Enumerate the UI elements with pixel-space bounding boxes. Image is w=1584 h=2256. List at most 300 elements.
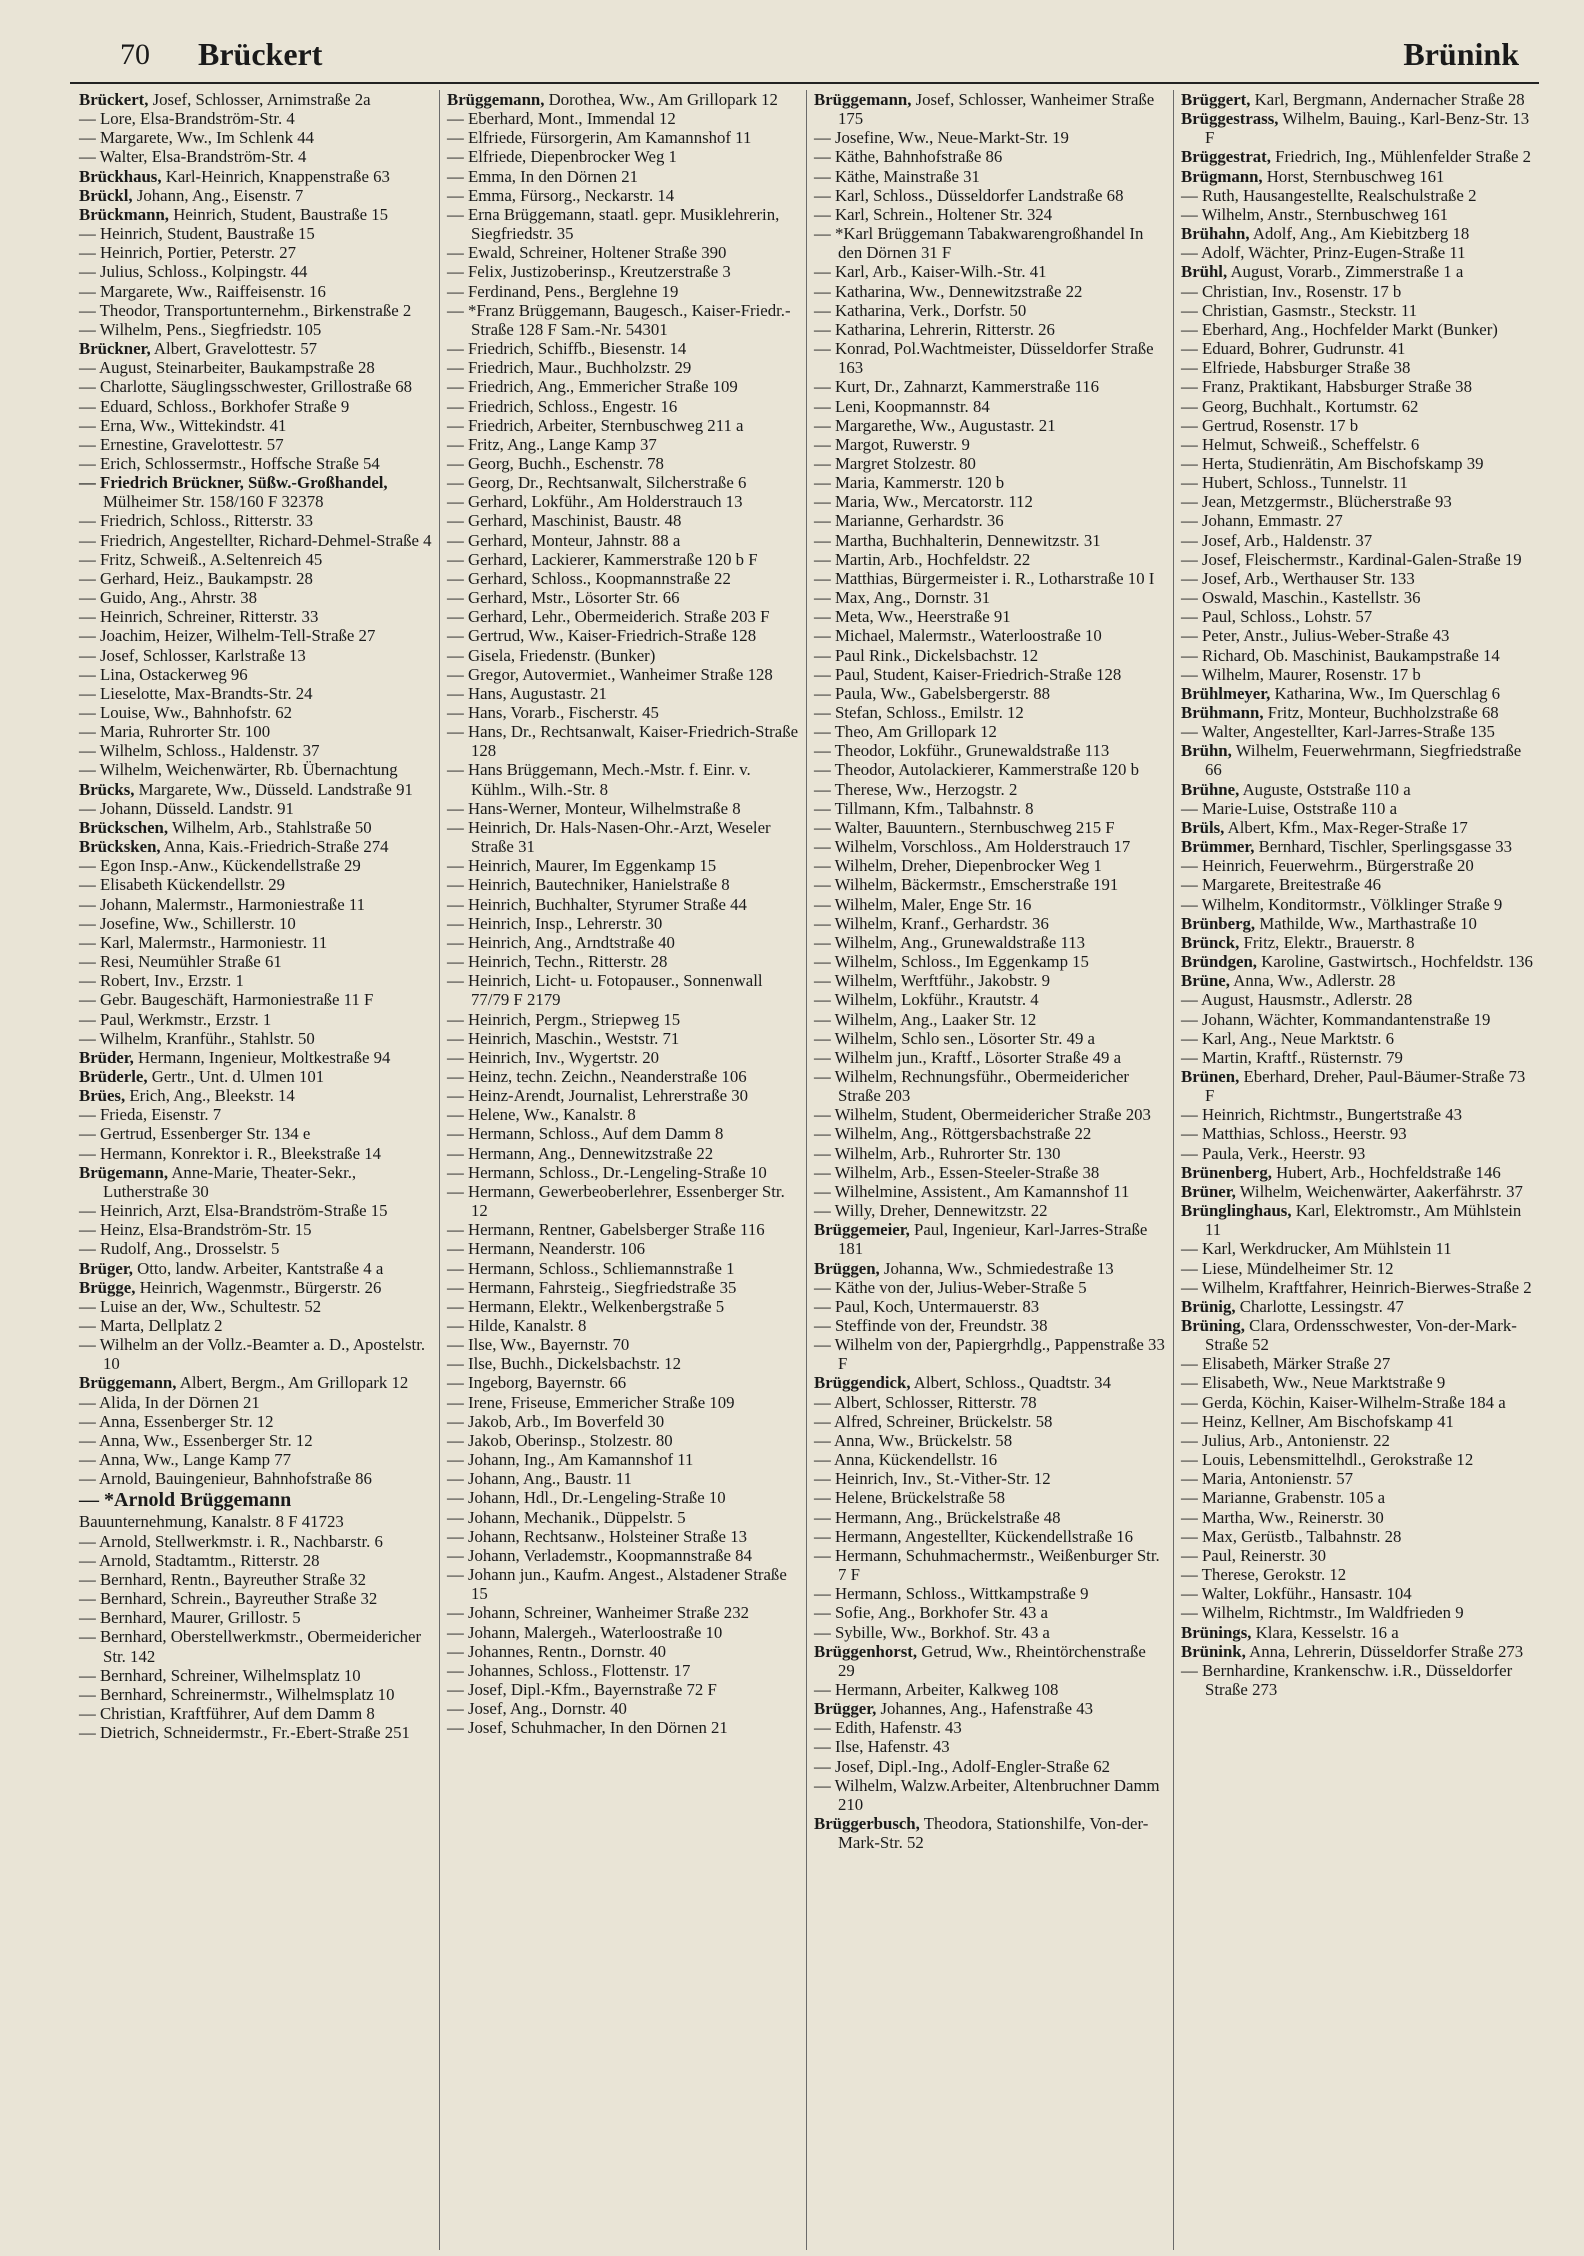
directory-entry bbox=[1181, 1488, 1533, 1507]
directory-entry bbox=[814, 1029, 1166, 1048]
directory-entry bbox=[79, 990, 432, 1009]
entry-text: — Heinz, Elsa-Brandström-Str. 15 bbox=[79, 1220, 312, 1240]
directory-entry bbox=[814, 550, 1166, 569]
entry-text: — Sofie, Ang., Borkhofer Str. 43 a bbox=[814, 1603, 1048, 1623]
entry-heading: Brüggemeier, bbox=[814, 1220, 910, 1240]
entry-text: — Erna Brüggemann, staatl. gepr. Musiklehrerin, Siegfriedstr. 35 bbox=[447, 204, 780, 244]
directory-entry bbox=[447, 397, 799, 416]
directory-entry bbox=[814, 971, 1166, 990]
directory-entry bbox=[447, 1699, 799, 1718]
entry-text: — Marianne, Grabenstr. 105 a bbox=[1181, 1488, 1386, 1508]
directory-entry bbox=[1181, 1354, 1533, 1373]
directory-entry bbox=[79, 1431, 432, 1450]
surname-entry bbox=[1181, 109, 1533, 147]
entry-text: — Johannes, Schloss., Flottenstr. 17 bbox=[447, 1660, 691, 1680]
directory-entry bbox=[447, 1220, 799, 1239]
surname-entry bbox=[1181, 1297, 1533, 1316]
directory-column-3 bbox=[806, 90, 1173, 2250]
directory-entry bbox=[447, 550, 799, 569]
directory-entry bbox=[79, 703, 432, 722]
directory-entry bbox=[447, 1239, 799, 1258]
entry-text: — Gerhard, Lackierer, Kammerstraße 120 b F bbox=[447, 549, 758, 569]
directory-entry bbox=[79, 128, 432, 147]
surname-entry bbox=[1181, 971, 1533, 990]
directory-entry bbox=[814, 626, 1166, 645]
entry-heading: Brümmer, bbox=[1181, 837, 1255, 857]
entry-text: — August, Steinarbeiter, Baukampstraße 28 bbox=[79, 358, 375, 378]
entry-heading: Brünck, bbox=[1181, 932, 1240, 952]
entry-text: — Wilhelm, Schloss., Haldenstr. 37 bbox=[79, 741, 320, 761]
directory-entry bbox=[814, 1010, 1166, 1029]
entry-text: — Maria, Ruhrorter Str. 100 bbox=[79, 722, 271, 742]
directory-entry bbox=[79, 1532, 432, 1551]
directory-entry bbox=[1181, 569, 1533, 588]
last-entry-keyword: Brünink bbox=[1403, 36, 1519, 72]
entry-text: Margarete, Ww., Düsseld. Landstraße 91 bbox=[134, 779, 413, 799]
directory-entry bbox=[447, 511, 799, 530]
entry-text: — Georg, Dr., Rechtsanwalt, Silcherstraße 6 bbox=[447, 473, 747, 493]
entry-text: — Wilhelm, Dreher, Diepenbrocker Weg 1 bbox=[814, 856, 1102, 876]
entry-text: — Martha, Buchhalterin, Dennewitzstr. 31 bbox=[814, 530, 1101, 550]
entry-heading: Brückhaus, bbox=[79, 166, 162, 186]
entry-text: — Bernhardine, Krankenschw. i.R., Düsseldorfer Straße 273 bbox=[1181, 1660, 1513, 1699]
entry-heading: Brüggestrass, bbox=[1181, 109, 1279, 129]
entry-heading: Brückl, bbox=[79, 185, 133, 205]
entry-text: — Elfriede, Diepenbrocker Weg 1 bbox=[447, 147, 677, 167]
entry-text: — Egon Insp.-Anw., Kückendellstraße 29 bbox=[79, 856, 361, 876]
directory-entry bbox=[447, 875, 799, 894]
directory-entry bbox=[79, 646, 432, 665]
directory-entry bbox=[447, 1603, 799, 1622]
entry-text: — Julius, Arb., Antonienstr. 22 bbox=[1181, 1430, 1390, 1450]
entry-heading: Brüne, bbox=[1181, 971, 1230, 991]
entry-text: — Heinrich, Inv., St.-Vither-Str. 12 bbox=[814, 1469, 1051, 1489]
entry-text: — Anna, Ww., Lange Kamp 77 bbox=[79, 1450, 292, 1470]
entry-heading: Brüggemann, bbox=[79, 1373, 177, 1393]
directory-entry bbox=[79, 875, 432, 894]
entry-text: Katharina, Ww., Im Querschlag 6 bbox=[1270, 683, 1501, 703]
entry-text: — Eduard, Bohrer, Gudrunstr. 41 bbox=[1181, 339, 1406, 359]
entry-text: Johanna, Ww., Schmiedestraße 13 bbox=[879, 1258, 1114, 1278]
directory-entry bbox=[1181, 1105, 1533, 1124]
directory-entry bbox=[447, 626, 799, 645]
entry-heading: Brühl, bbox=[1181, 262, 1228, 282]
surname-entry bbox=[1181, 703, 1533, 722]
directory-entry bbox=[447, 1661, 799, 1680]
entry-text: — Heinrich, Bautechniker, Hanielstraße 8 bbox=[447, 875, 730, 895]
entry-text: — Maria, Kammerstr. 120 b bbox=[814, 473, 1005, 493]
entry-text: — Gebr. Baugeschäft, Harmoniestraße 11 F bbox=[79, 990, 374, 1010]
entry-text: — Paul, Student, Kaiser-Friedrich-Straße 128 bbox=[814, 664, 1122, 684]
directory-entry bbox=[1181, 1278, 1533, 1297]
directory-entry bbox=[447, 473, 799, 492]
entry-text: — Heinz, Kellner, Am Bischofskamp 41 bbox=[1181, 1411, 1454, 1431]
entry-text: Bauunternehmung, Kanalstr. 8 F 41723 bbox=[79, 1512, 344, 1532]
entry-text: — Friedrich, Maur., Buchholzstr. 29 bbox=[447, 358, 692, 378]
directory-entry bbox=[814, 301, 1166, 320]
directory-entry bbox=[814, 339, 1166, 377]
surname-entry bbox=[79, 1373, 432, 1392]
entry-text: Gertr., Unt. d. Ulmen 101 bbox=[147, 1066, 325, 1086]
directory-entry bbox=[79, 722, 432, 741]
directory-entry bbox=[1181, 397, 1533, 416]
first-entry-keyword: Brückert bbox=[198, 36, 323, 72]
entry-text: — Gertrud, Rosenstr. 17 b bbox=[1181, 415, 1359, 435]
directory-entry bbox=[814, 531, 1166, 550]
entry-text: — Wilhelm, Richtmstr., Im Waldfrieden 9 bbox=[1181, 1603, 1464, 1623]
directory-entry bbox=[814, 1124, 1166, 1143]
directory-entry bbox=[447, 1105, 799, 1124]
entry-text: — Wilhelm, Pens., Siegfriedstr. 105 bbox=[79, 319, 322, 339]
surname-entry bbox=[814, 90, 1166, 128]
directory-entry bbox=[79, 684, 432, 703]
directory-entry bbox=[814, 607, 1166, 626]
entry-text: — Helene, Ww., Kanalstr. 8 bbox=[447, 1105, 636, 1125]
directory-entry bbox=[814, 665, 1166, 684]
entry-text: — Heinrich, Maschin., Weststr. 71 bbox=[447, 1028, 680, 1048]
entry-text: — Alfred, Schreiner, Brückelstr. 58 bbox=[814, 1411, 1053, 1431]
surname-entry bbox=[1181, 1201, 1533, 1239]
directory-entry bbox=[1181, 1010, 1533, 1029]
entry-text: — Helmut, Schweiß., Scheffelstr. 6 bbox=[1181, 434, 1420, 454]
entry-text: — Paul, Koch, Untermauerstr. 83 bbox=[814, 1296, 1040, 1316]
entry-text: — Margarete, Ww., Im Schlenk 44 bbox=[79, 128, 315, 148]
entry-text: — Anna, Kückendellstr. 16 bbox=[814, 1450, 998, 1470]
surname-entry bbox=[79, 205, 432, 224]
entry-heading: Brückner, bbox=[79, 339, 151, 359]
directory-entry bbox=[447, 818, 799, 856]
directory-entry bbox=[447, 971, 799, 1009]
entry-text: — Arnold, Bauingenieur, Bahnhofstraße 86 bbox=[79, 1469, 372, 1489]
directory-entry bbox=[814, 1623, 1166, 1642]
directory-entry bbox=[79, 1105, 432, 1124]
entry-text: — Josef, Fleischermstr., Kardinal-Galen-Straße 19 bbox=[1181, 549, 1522, 569]
entry-text: Theodora, Stationshilfe, Von-der-Mark-Str. 52 bbox=[838, 1814, 1149, 1853]
entry-heading: Brügge, bbox=[79, 1277, 136, 1297]
entry-text: — Gerhard, Monteur, Jahnstr. 88 a bbox=[447, 530, 681, 550]
surname-entry bbox=[79, 90, 432, 109]
directory-entry bbox=[79, 1469, 432, 1488]
directory-entry bbox=[1181, 282, 1533, 301]
entry-text: Anna, Lehrerin, Düsseldorfer Straße 273 bbox=[1245, 1641, 1524, 1661]
directory-entry bbox=[79, 435, 432, 454]
directory-entry bbox=[447, 1373, 799, 1392]
directory-entry bbox=[814, 1297, 1166, 1316]
directory-entry bbox=[1181, 1412, 1533, 1431]
directory-entry bbox=[79, 550, 432, 569]
directory-column-2 bbox=[439, 90, 806, 2250]
directory-entry bbox=[1181, 856, 1533, 875]
entry-heading: Brüder, bbox=[79, 1047, 134, 1067]
directory-entry bbox=[79, 531, 432, 550]
directory-entry bbox=[814, 856, 1166, 875]
entry-text: Wilhelm, Feuerwehrmann, Siegfriedstraße 66 bbox=[1205, 741, 1522, 780]
entry-text: — Julius, Schloss., Kolpingstr. 44 bbox=[79, 262, 308, 282]
entry-text: — Elisabeth, Ww., Neue Marktstraße 9 bbox=[1181, 1373, 1446, 1393]
directory-entry bbox=[1181, 895, 1533, 914]
entry-text: — Johann, Düsseld. Landstr. 91 bbox=[79, 798, 294, 818]
surname-entry bbox=[1181, 1316, 1533, 1354]
directory-entry bbox=[1181, 1029, 1533, 1048]
directory-entry bbox=[814, 1450, 1166, 1469]
directory-entry bbox=[447, 1412, 799, 1431]
directory-entry bbox=[447, 282, 799, 301]
directory-entry bbox=[79, 1723, 432, 1742]
entry-text: — Hans, Dr., Rechtsanwalt, Kaiser-Friedrich-Straße 128 bbox=[447, 722, 799, 761]
entry-text: — Wilhelm, Rechnungsführ., Obermeidericher Straße 203 bbox=[814, 1066, 1129, 1106]
entry-text: — Wilhelm, Maurer, Rosenstr. 17 b bbox=[1181, 664, 1421, 684]
surname-entry bbox=[79, 1488, 432, 1512]
entry-text: — Josef, Arb., Haldenstr. 37 bbox=[1181, 530, 1373, 550]
entry-text: Horst, Sternbuschweg 161 bbox=[1262, 166, 1445, 186]
directory-entry bbox=[1181, 435, 1533, 454]
surname-entry bbox=[814, 1814, 1166, 1852]
entry-text: — Irene, Friseuse, Emmericher Straße 109 bbox=[447, 1392, 735, 1412]
entry-text: — Christian, Kraftführer, Auf dem Damm 8 bbox=[79, 1703, 375, 1723]
entry-heading: Bründgen, bbox=[1181, 952, 1258, 972]
directory-entry bbox=[447, 1393, 799, 1412]
surname-entry bbox=[1181, 1182, 1533, 1201]
entry-heading: Brüger, bbox=[79, 1258, 133, 1278]
entry-heading: Brüls, bbox=[1181, 817, 1225, 837]
entry-text: Karl, Elektromstr., Am Mühlstein 11 bbox=[1205, 1201, 1522, 1240]
directory-entry bbox=[1181, 1259, 1533, 1278]
directory-entry bbox=[814, 952, 1166, 971]
directory-entry bbox=[447, 416, 799, 435]
surname-entry bbox=[814, 1373, 1166, 1392]
directory-entry bbox=[447, 1124, 799, 1143]
entry-text: — Oswald, Maschin., Kastellstr. 36 bbox=[1181, 588, 1421, 608]
directory-entry bbox=[1181, 301, 1533, 320]
entry-text: — Ewald, Schreiner, Holtener Straße 390 bbox=[447, 243, 727, 263]
directory-entry bbox=[447, 1680, 799, 1699]
entry-text: — Hermann, Gewerbeoberlehrer, Essenberger Str. 12 bbox=[447, 1181, 785, 1221]
surname-entry bbox=[447, 90, 799, 109]
directory-entry bbox=[814, 1603, 1166, 1622]
surname-entry bbox=[1181, 684, 1533, 703]
directory-entry bbox=[814, 1488, 1166, 1507]
directory-entry bbox=[79, 1450, 432, 1469]
directory-entry bbox=[447, 703, 799, 722]
entry-text: Josef, Schlosser, Arnimstraße 2a bbox=[148, 90, 371, 109]
entry-text: — Joachim, Heizer, Wilhelm-Tell-Straße 27 bbox=[79, 626, 376, 646]
directory-entry bbox=[1181, 1239, 1533, 1258]
entry-text: — Katharina, Verk., Dorfstr. 50 bbox=[814, 300, 1027, 320]
directory-entry bbox=[79, 282, 432, 301]
surname-entry bbox=[1181, 90, 1533, 109]
directory-entry bbox=[1181, 607, 1533, 626]
entry-text: — Theodor, Autolackierer, Kammerstraße 120 b bbox=[814, 760, 1140, 780]
directory-entry bbox=[447, 856, 799, 875]
directory-entry bbox=[1181, 1527, 1533, 1546]
entry-text: — Bernhard, Schreiner, Wilhelmsplatz 10 bbox=[79, 1665, 361, 1685]
entry-text: — Wilhelm, Vorschloss., Am Holderstrauch 17 bbox=[814, 837, 1131, 857]
entry-text: — Friedrich, Angestellter, Richard-Dehmel-Straße 4 bbox=[79, 530, 432, 550]
entry-text: — Johann, Malergeh., Waterloostraße 10 bbox=[447, 1622, 723, 1642]
entry-text: — Ferdinand, Pens., Berglehne 19 bbox=[447, 281, 679, 301]
entry-text: — Gerhard, Lehr., Obermeiderich. Straße 203 F bbox=[447, 607, 770, 627]
directory-entry bbox=[814, 1546, 1166, 1584]
directory-entry bbox=[79, 511, 432, 530]
entry-text: — Konrad, Pol.Wachtmeister, Düsseldorfer Straße 163 bbox=[814, 339, 1154, 378]
directory-entry bbox=[447, 1623, 799, 1642]
entry-heading: Brückschen, bbox=[79, 817, 169, 837]
directory-entry bbox=[814, 569, 1166, 588]
directory-entry bbox=[447, 492, 799, 511]
surname-entry bbox=[1181, 933, 1533, 952]
entry-text: — Josef, Dipl.-Ing., Adolf-Engler-Straße 62 bbox=[814, 1756, 1111, 1776]
entry-text: — Wilhelm, Schlo sen., Lösorter Str. 49 a bbox=[814, 1028, 1096, 1048]
entry-text: — Bernhard, Rentn., Bayreuther Straße 32 bbox=[79, 1569, 367, 1589]
entry-text: — Eberhard, Mont., Immendal 12 bbox=[447, 109, 676, 129]
entry-text: — Margret Stolzestr. 80 bbox=[814, 453, 976, 473]
entry-text: — Tillmann, Kfm., Talbahnstr. 8 bbox=[814, 798, 1034, 818]
entry-text: — Therese, Gerokstr. 12 bbox=[1181, 1565, 1347, 1585]
directory-entry bbox=[1181, 531, 1533, 550]
entry-text: — Heinrich, Richtmstr., Bungertstraße 43 bbox=[1181, 1105, 1463, 1125]
directory-entry bbox=[1181, 377, 1533, 396]
entry-text: — Max, Ang., Dornstr. 31 bbox=[814, 588, 991, 608]
entry-text: — Heinrich, Dr. Hals-Nasen-Ohr.-Arzt, Weseler Straße 31 bbox=[447, 817, 771, 857]
directory-entry bbox=[79, 607, 432, 626]
directory-entry bbox=[447, 933, 799, 952]
entry-text: — *Karl Brüggemann Tabakwarengroßhandel In den Dörnen 31 F bbox=[814, 224, 1144, 263]
entry-text: — Peter, Anstr., Julius-Weber-Straße 43 bbox=[1181, 626, 1450, 646]
directory-entry bbox=[814, 646, 1166, 665]
surname-entry bbox=[1181, 224, 1533, 243]
entry-text: — Paula, Ww., Gabelsbergerstr. 88 bbox=[814, 683, 1050, 703]
entry-text: — Karl, Ang., Neue Marktstr. 6 bbox=[1181, 1028, 1394, 1048]
entry-text: Heinrich, Wagenmstr., Bürgerstr. 26 bbox=[135, 1277, 382, 1297]
entry-text: Clara, Ordensschwester, Von-der-Mark-Straße 52 bbox=[1205, 1316, 1517, 1355]
surname-entry bbox=[79, 1067, 432, 1086]
directory-entry bbox=[447, 262, 799, 281]
directory-entry bbox=[1181, 1393, 1533, 1412]
directory-entry bbox=[814, 895, 1166, 914]
entry-text: — Martin, Arb., Hochfeldstr. 22 bbox=[814, 549, 1031, 569]
entry-text: — Hermann, Ang., Brückelstraße 48 bbox=[814, 1507, 1061, 1527]
directory-entry bbox=[814, 990, 1166, 1009]
entry-text: — Bernhard, Schreinermstr., Wilhelmsplatz 10 bbox=[79, 1684, 395, 1704]
directory-entry bbox=[814, 1508, 1166, 1527]
entry-text: — Paul, Schloss., Lohstr. 57 bbox=[1181, 607, 1373, 627]
entry-heading: Brücksken, bbox=[79, 837, 161, 857]
directory-entry bbox=[447, 665, 799, 684]
directory-entry bbox=[814, 454, 1166, 473]
entry-text: — Martin, Kraftf., Rüsternstr. 79 bbox=[1181, 1047, 1403, 1067]
entry-heading: Brühne, bbox=[1181, 779, 1240, 799]
entry-text: — Johann jun., Kaufm. Angest., Alstadener Straße 15 bbox=[447, 1565, 787, 1604]
directory-entry bbox=[447, 1508, 799, 1527]
directory-entry bbox=[1181, 1124, 1533, 1143]
directory-entry bbox=[814, 1048, 1166, 1067]
directory-entry bbox=[447, 205, 799, 243]
entry-text: — Luise an der, Ww., Schultestr. 52 bbox=[79, 1296, 322, 1316]
entry-text: — Hermann, Angestellter, Kückendellstraße 16 bbox=[814, 1526, 1134, 1546]
entry-text: — Meta, Ww., Heerstraße 91 bbox=[814, 607, 1011, 627]
entry-heading: Brüggen, bbox=[814, 1258, 880, 1278]
directory-entry bbox=[79, 914, 432, 933]
directory-entry bbox=[814, 416, 1166, 435]
directory-entry bbox=[79, 933, 432, 952]
directory-entry bbox=[447, 952, 799, 971]
entry-heading: Brünings, bbox=[1181, 1622, 1252, 1642]
entry-text: — Johann, Malermstr., Harmoniestraße 11 bbox=[79, 894, 365, 914]
directory-entry bbox=[814, 837, 1166, 856]
entry-heading: Brünberg, bbox=[1181, 913, 1256, 933]
directory-entry bbox=[79, 224, 432, 243]
directory-entry bbox=[814, 320, 1166, 339]
entry-heading: Brühlmeyer, bbox=[1181, 683, 1271, 703]
entry-text: August, Vorarb., Zimmerstraße 1 a bbox=[1227, 262, 1464, 282]
entry-text: — Liese, Mündelheimer Str. 12 bbox=[1181, 1258, 1394, 1278]
entry-heading: Brüggestrat, bbox=[1181, 147, 1271, 167]
entry-text: — Wilhelm an der Vollz.-Beamter a. D., Apostelstr. 10 bbox=[79, 1335, 426, 1374]
entry-text: — Hermann, Rentner, Gabelsberger Straße 116 bbox=[447, 1220, 765, 1240]
entry-text: — Johann, Ing., Am Kamannshof 11 bbox=[447, 1450, 694, 1470]
entry-text: — Walter, Lokführ., Hansastr. 104 bbox=[1181, 1584, 1412, 1604]
surname-entry bbox=[1181, 837, 1533, 856]
entry-text: — Hubert, Schloss., Tunnelstr. 11 bbox=[1181, 473, 1408, 493]
entry-text: — Ingeborg, Bayernstr. 66 bbox=[447, 1373, 627, 1393]
entry-heading: Brües, bbox=[79, 1086, 126, 1106]
directory-entry bbox=[79, 1393, 432, 1412]
entry-text: — Wilhelm, Schloss., Im Eggenkamp 15 bbox=[814, 952, 1089, 972]
directory-entry bbox=[79, 262, 432, 281]
directory-entry bbox=[79, 588, 432, 607]
directory-entry bbox=[447, 684, 799, 703]
directory-entry bbox=[79, 454, 432, 473]
directory-entry bbox=[814, 1105, 1166, 1124]
directory-entry bbox=[447, 1048, 799, 1067]
directory-entry bbox=[79, 665, 432, 684]
entry-heading: Brüderle, bbox=[79, 1066, 148, 1086]
entry-text: Anne-Marie, Theater-Sekr., Lutherstraße 30 bbox=[103, 1162, 357, 1201]
entry-text: — Käthe, Mainstraße 31 bbox=[814, 166, 980, 186]
surname-entry bbox=[1181, 1623, 1533, 1642]
entry-text: — Heinrich, Student, Baustraße 15 bbox=[79, 224, 315, 244]
directory-entry bbox=[814, 1278, 1166, 1297]
entry-text: — Wilhelm, Maler, Enge Str. 16 bbox=[814, 894, 1032, 914]
page-number: 70 bbox=[120, 38, 150, 71]
entry-text: — Heinrich, Inv., Wygertstr. 20 bbox=[447, 1047, 659, 1067]
surname-entry bbox=[1181, 1642, 1533, 1661]
entry-text: — Wilhelm, Ang., Röttgersbachstraße 22 bbox=[814, 1124, 1092, 1144]
directory-entry bbox=[447, 1259, 799, 1278]
directory-entry bbox=[447, 339, 799, 358]
surname-entry bbox=[79, 167, 432, 186]
entry-heading: Brügemann, bbox=[79, 1162, 169, 1182]
directory-entry bbox=[1181, 626, 1533, 645]
directory-entry bbox=[447, 186, 799, 205]
directory-entry bbox=[447, 588, 799, 607]
entry-text: — Paula, Verk., Heerstr. 93 bbox=[1181, 1143, 1366, 1163]
entry-text: — Hans, Vorarb., Fischerstr. 45 bbox=[447, 703, 659, 722]
directory-entry bbox=[1181, 1661, 1533, 1699]
entry-heading: Brünenberg, bbox=[1181, 1162, 1272, 1182]
directory-entry bbox=[814, 1316, 1166, 1335]
entry-text: — Hermann, Fahrsteig., Siegfriedstraße 35 bbox=[447, 1277, 737, 1297]
entry-text: — Theodor, Transportunternehm., Birkenstraße 2 bbox=[79, 300, 412, 320]
entry-text: Johann, Ang., Eisenstr. 7 bbox=[132, 185, 304, 205]
entry-text: — Elfriede, Fürsorgerin, Am Kamannshof 11 bbox=[447, 128, 752, 148]
entry-text: — Sybille, Ww., Borkhof. Str. 43 a bbox=[814, 1622, 1050, 1642]
entry-text: Johannes, Ang., Hafenstraße 43 bbox=[876, 1699, 1094, 1719]
directory-entry bbox=[814, 1412, 1166, 1431]
surname-entry bbox=[1181, 741, 1533, 779]
entry-text: — Marianne, Gerhardstr. 36 bbox=[814, 511, 1004, 531]
directory-entry bbox=[814, 377, 1166, 396]
